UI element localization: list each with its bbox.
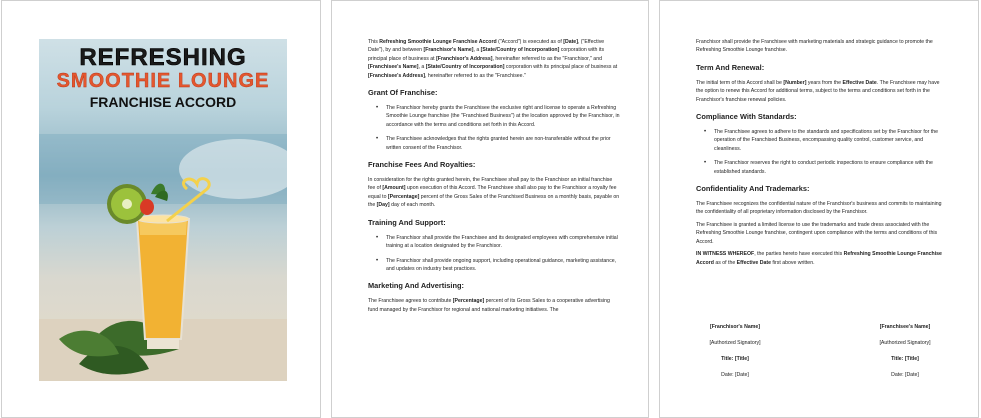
- training-heading: Training And Support:: [368, 217, 446, 227]
- training-list: [368, 234, 620, 274]
- list-item: • The Franchisor shall provide the Franchisee and its designated employees with comprehensive initial training at a location designated by the Franchisor.: [368, 234, 620, 251]
- confidentiality-heading: Confidentiality And Trademarks:: [696, 184, 810, 194]
- page2-body: [368, 38, 620, 318]
- signature-block-franchisor: [700, 323, 770, 387]
- cover-title-line3: FRANCHISE ACCORD: [89, 94, 237, 110]
- signature-signatory: [Authorized Signatory]: [709, 340, 761, 346]
- confidentiality-paragraph-2: The Franchisee is granted a limited license to use the trademarks and trade dress associated with the Refreshing Smoothie Lounge franchise, contingent upon compliance with the terms and conditions of this Accord.: [696, 221, 938, 245]
- cover-image: [39, 39, 287, 381]
- cover-page: [1, 0, 321, 418]
- signature-date: Date: [Date]: [891, 372, 919, 378]
- list-item: • The Franchisor shall provide ongoing support, including operational guidance, marketing assistance, and updates on industry best practices.: [368, 257, 620, 274]
- witness-paragraph: IN WITNESS WHEREOF, the parties hereto have executed this Refreshing Smoothie Lounge Franchise Accord as of the Effective Date first above written.: [696, 251, 942, 266]
- compliance-heading: Compliance With Standards:: [696, 112, 797, 122]
- list-item: • The Franchisor reserves the right to conduct periodic inspections to ensure compliance with the established standards.: [696, 159, 946, 176]
- grant-heading: Grant Of Franchise:: [368, 88, 438, 98]
- signature-name: [Franchisor's Name]: [710, 324, 760, 330]
- list-item: • The Franchisee agrees to adhere to the standards and specifications set by the Franchisor for the operation of the Franchised Business, encompassing quality control, customer service, and cleanliness.: [696, 128, 946, 153]
- cover-title-line1: REFRESHING: [79, 44, 247, 71]
- fees-paragraph: In consideration for the rights granted herein, the Franchisee shall pay to the Franchisor an initial franchise fee of [Amount] upon execution of this Accord. The Franchisee shall also pay to the Franchisor a royalty fee equal to [Percentage] percent of the Gross Sales of the Franchised Business on a monthly basis, payable on the [Day] day of each month.: [368, 177, 620, 209]
- fees-heading: Franchise Fees And Royalties:: [368, 160, 476, 170]
- document-page-3: [659, 0, 979, 418]
- signature-name: [Franchisee's Name]: [879, 324, 931, 330]
- signature-signatory: [Authorized Signatory]: [879, 340, 931, 346]
- document-page-2: [331, 0, 649, 418]
- marketing-paragraph: The Franchisee agrees to contribute [Percentage] percent of its Gross Sales to a cooperative advertising fund managed by the Franchisor for regional and national marketing initiatives. The: [368, 298, 610, 313]
- continued-paragraph: Franchisor shall provide the Franchisee with marketing materials and strategic guidance to promote the Refreshing Smoothie Lounge franchise.: [696, 39, 933, 54]
- marketing-heading: Marketing And Advertising:: [368, 281, 464, 291]
- term-heading: Term And Renewal:: [696, 62, 765, 72]
- intro-paragraph: This Refreshing Smoothie Lounge Franchise Accord ("Accord") is executed as of [Date], ("Effective Date"), by and between [Franchisor's Name], a [State/Country of Incorporation] corporation with its principal place of business at [Franchisor's Address], hereinafter referred to as the "Franchisor," and [Franchisee's Name], a [State/Country of Incorporation] corporation with its principal place of business at [Franchisee's Address], hereinafter referred to as the "Franchisee.": [368, 39, 618, 79]
- signature-date: Date: [Date]: [721, 372, 749, 378]
- signature-title: Title: [Title]: [891, 356, 919, 362]
- list-item: • The Franchisor hereby grants the Franchisee the exclusive right and license to operate a Refreshing Smoothie Lounge franchise (the "Franchised Business") at the location approved by the Franchisor, in accordance with the terms and conditions set forth in this Accord.: [368, 104, 620, 129]
- confidentiality-paragraph-1: The Franchisee recognizes the confidential nature of the Franchisor's business and commits to maintaining the confidentiality of all proprietary information disclosed by the Franchisor.: [696, 201, 942, 216]
- cover-title-line2: SMOOTHIE LOUNGE: [56, 70, 270, 92]
- list-item: • The Franchisee acknowledges that the rights granted herein are non-transferable without the prior written consent of the Franchisor.: [368, 135, 620, 152]
- page3-body: [696, 38, 946, 271]
- term-paragraph: The initial term of this Accord shall be [Number] years from the Effective Date. The Franchisee may have the option to renew this Accord for additional terms, subject to the terms and conditions set forth in the Franchisor's franchise renewal policies.: [696, 79, 940, 103]
- signature-block-franchisee: [870, 323, 940, 387]
- compliance-list: [696, 128, 946, 176]
- grant-list: [368, 104, 620, 152]
- signature-title: Title: [Title]: [721, 356, 749, 362]
